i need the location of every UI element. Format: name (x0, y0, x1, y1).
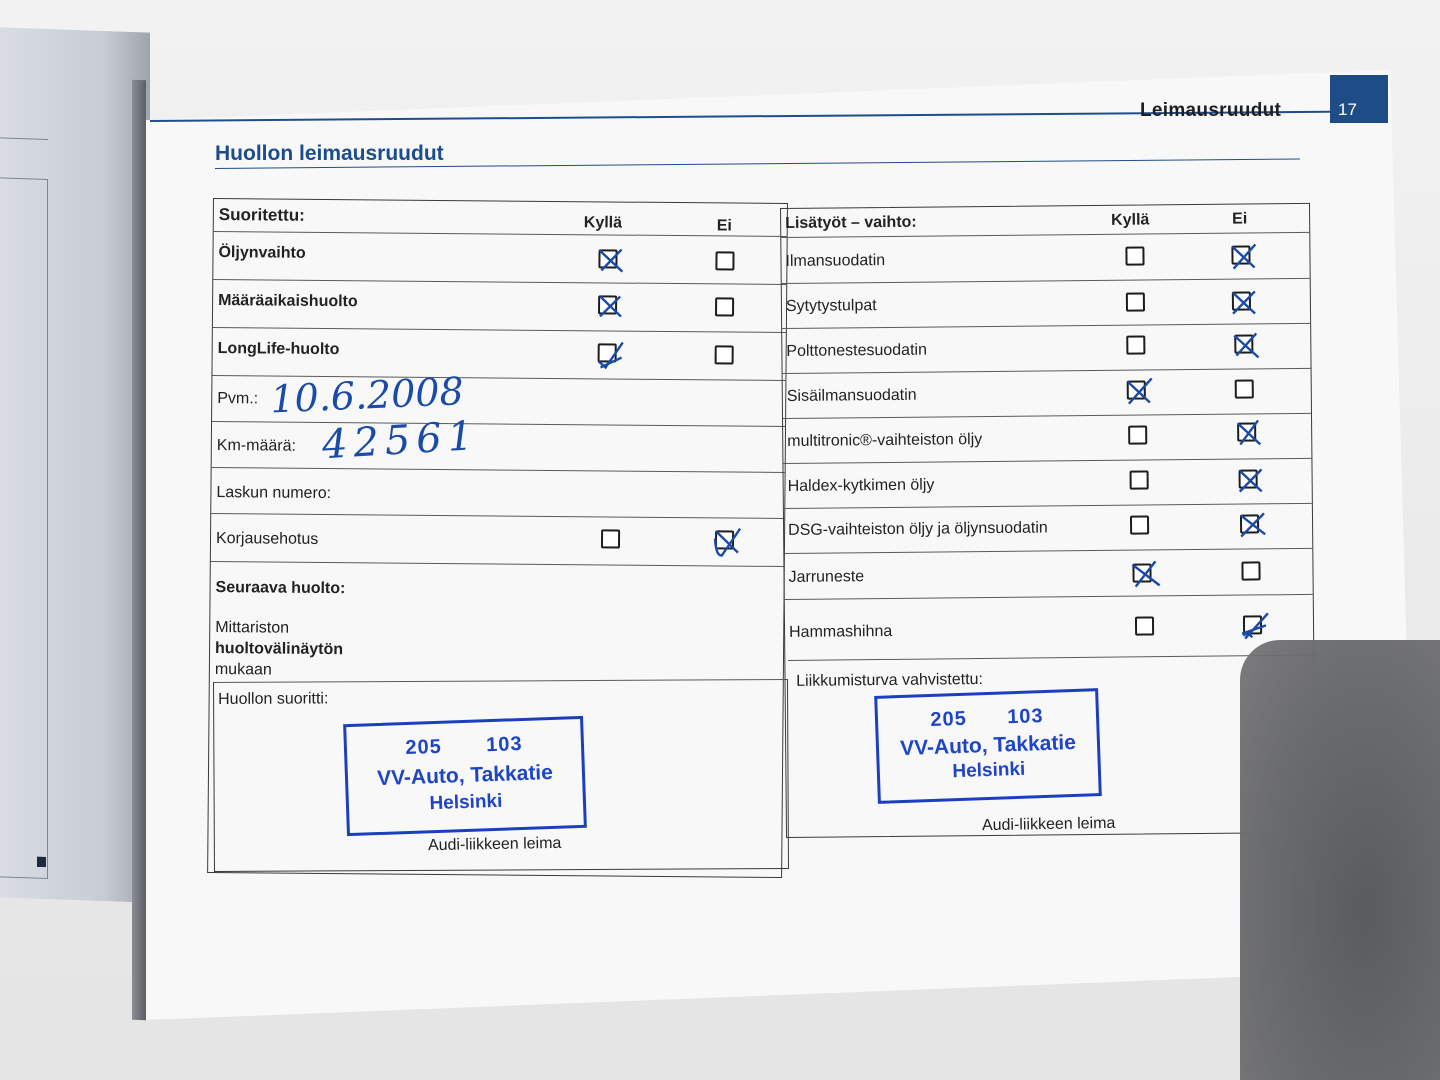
stamp-caption-left: Audi-liikkeen leima (427, 834, 562, 855)
page-header-title: Leimausruudut (1140, 100, 1282, 121)
column-header-yes: Kyllä (583, 214, 623, 232)
no-checkbox[interactable] (715, 251, 734, 270)
no-checkbox[interactable] (1237, 422, 1256, 441)
meter-label-line1: Mittariston (215, 619, 290, 637)
column-header-item: Suoritettu: (218, 205, 305, 225)
no-checkbox[interactable] (1239, 469, 1258, 488)
yes-checkbox[interactable] (1126, 335, 1145, 354)
table-row (212, 327, 785, 380)
dealer-stamp-left (343, 716, 587, 836)
yes-checkbox[interactable] (1130, 515, 1149, 534)
date-label: Pvm.: (217, 390, 259, 408)
no-checkbox[interactable] (1235, 379, 1254, 398)
row-label: Haldex-kytkimen öljy (787, 476, 935, 495)
handwritten-km: 42561 (320, 412, 481, 469)
no-checkbox[interactable] (1241, 561, 1260, 580)
left-page-edge (0, 27, 150, 902)
column-header-no: Ei (1232, 210, 1248, 228)
row-label: Polttonestesuodatin (786, 341, 927, 360)
stamp-city: Helsinki (429, 790, 503, 815)
yes-checkbox[interactable] (1130, 470, 1149, 489)
yes-checkbox[interactable] (1132, 563, 1151, 582)
stamp-dealer-name: VV-Auto, Takkatie (376, 760, 554, 791)
row-label: Hammashihna (788, 622, 893, 641)
invoice-label: Laskun numero: (216, 484, 332, 503)
left-page-rule (0, 137, 48, 140)
yes-checkbox[interactable] (1125, 247, 1144, 266)
page-number: 17 (1338, 100, 1357, 119)
end-mark-left (37, 858, 46, 867)
table-row (783, 368, 1311, 418)
stamp-code-2: 103 (485, 732, 523, 757)
next-service-label: Seuraava huolto: (215, 579, 346, 598)
stamp-dealer-name: VV-Auto, Takkatie (899, 730, 1077, 761)
stamp-code-1: 205 (930, 707, 968, 731)
handwritten-date: 10.6.2008 (269, 369, 465, 422)
left-page-table-edge (0, 177, 48, 879)
no-checkbox[interactable] (1234, 334, 1253, 353)
stamp-code-2: 103 (1006, 705, 1044, 729)
repair-row (211, 513, 784, 566)
table-row (781, 232, 1309, 283)
table-row (213, 279, 786, 332)
section-title: Huollon leimausruudut (215, 142, 444, 165)
yes-checkbox[interactable] (598, 295, 617, 314)
repair-label: Korjausehotus (215, 530, 319, 548)
row-label: LongLife-huolto (217, 340, 340, 359)
book-spine (132, 80, 146, 1020)
no-checkbox[interactable] (1243, 615, 1262, 634)
table-row (783, 458, 1311, 508)
no-checkbox[interactable] (715, 345, 734, 364)
column-header-item: Lisätyöt – vaihto: (785, 213, 917, 232)
row-label: Öljynvaihto (218, 244, 306, 262)
km-label: Km-määrä: (216, 437, 297, 455)
column-header-no: Ei (716, 217, 732, 235)
invoice-row (211, 467, 784, 518)
row-label: Jarruneste (788, 568, 865, 586)
next-service-row (210, 561, 783, 612)
yes-checkbox[interactable] (1135, 616, 1154, 635)
table-row (213, 231, 786, 284)
row-label: Sytytystulpat (785, 297, 877, 315)
yes-checkbox[interactable] (598, 249, 617, 268)
meter-label-line2: huoltovälinäytön (214, 640, 344, 659)
yes-checkbox[interactable] (1127, 380, 1146, 399)
table-row (784, 503, 1312, 553)
no-checkbox[interactable] (1231, 245, 1250, 264)
km-row (212, 412, 785, 472)
row-label: Määräaikaishuolto (218, 292, 358, 311)
table-row (783, 413, 1311, 463)
performed-by-label: Huollon suoritti: (218, 690, 329, 708)
hand-shadow (1240, 640, 1440, 1080)
row-label: multitronic®-vaihteiston öljy (787, 431, 983, 450)
repair-yes-checkbox[interactable] (601, 529, 620, 548)
no-checkbox[interactable] (1240, 514, 1259, 533)
stamp-code-1: 205 (404, 735, 443, 760)
date-row (212, 369, 785, 426)
table-row (782, 323, 1310, 373)
meter-label (215, 617, 344, 681)
meter-label-line3: mukaan (214, 661, 272, 679)
row-label: Ilmansuodatin (785, 251, 886, 270)
yes-checkbox[interactable] (1128, 425, 1147, 444)
table-row (784, 548, 1312, 599)
stamp-city: Helsinki (952, 758, 1026, 783)
column-header-yes: Kyllä (1111, 211, 1150, 229)
yes-checkbox[interactable] (1126, 293, 1145, 312)
confirmed-label: Liikkumisturva vahvistettu: (796, 670, 984, 690)
row-label: DSG-vaihteiston öljy ja öljynsuodatin (788, 519, 1048, 539)
table-row (782, 278, 1310, 328)
dealer-stamp-right (874, 688, 1102, 804)
no-checkbox[interactable] (715, 297, 734, 316)
yes-checkbox[interactable] (598, 343, 617, 362)
table-row (785, 594, 1314, 661)
row-label: Sisäilmansuodatin (786, 386, 917, 405)
stamp-caption-right: Audi-liikkeen leima (981, 814, 1116, 835)
no-checkbox[interactable] (1232, 291, 1251, 310)
repair-no-checkbox[interactable] (715, 530, 734, 549)
